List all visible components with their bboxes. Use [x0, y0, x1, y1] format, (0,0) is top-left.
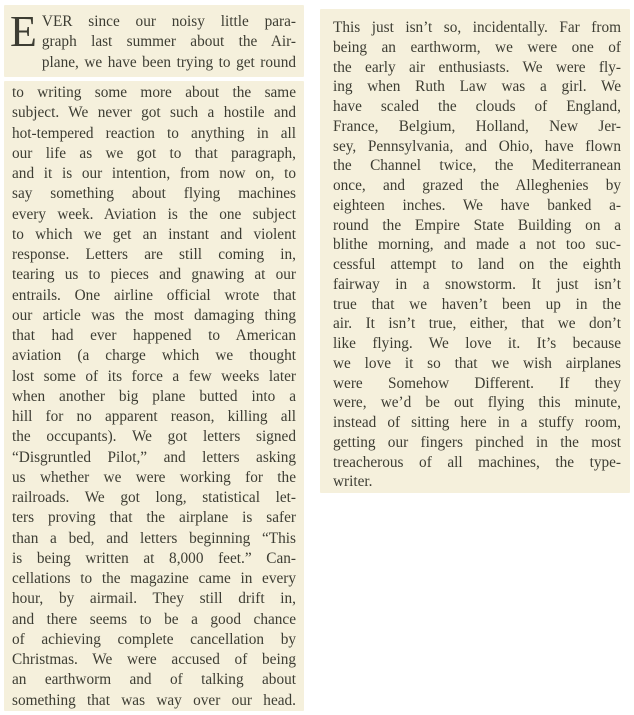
text-line: eighteen inches. We have banked a- — [333, 196, 621, 214]
text-line: we love it so that we wish airplanes — [333, 354, 621, 372]
text-line: cellations to the magazine came in every — [12, 570, 296, 587]
drop-cap-letter: E — [10, 7, 37, 56]
text-line: entrails. One airline official wrote that — [12, 286, 296, 304]
text-line: graph last summer about the Air- — [41, 33, 296, 51]
text-line: to which we get an instant and violent — [12, 225, 296, 243]
text-line: like flying. We love it. It’s because — [333, 335, 621, 352]
text-line: us whether we were working for the — [12, 468, 296, 486]
text-line: VER since our noisy little para- — [41, 13, 296, 30]
text-line: that had ever happened to American — [12, 327, 296, 344]
text-line: once, and grazed the Alleghenies by — [333, 177, 621, 194]
text-line: every week. Aviation is the one subject — [12, 205, 296, 223]
text-line: This just isn’t so, incidentally. Far from — [333, 19, 621, 36]
text-line: treacherous of all machines, the type- — [333, 453, 621, 471]
text-line: have scaled the clouds of England, — [333, 98, 621, 115]
text-line: were Somehow Different. If they — [333, 374, 621, 392]
opening-lines — [10, 7, 296, 73]
text-line: true that we haven’t been up in the — [333, 295, 621, 313]
left-column-opening-block — [4, 5, 304, 77]
text-line: the occupants). We got letters signed — [12, 428, 296, 446]
text-line: to writing some more about the same — [12, 84, 296, 101]
text-line: sey, Pennsylvania, and Ohio, have flown — [333, 137, 621, 155]
text-line: our article was the most damaging thing — [12, 306, 296, 324]
text-line: an earthworm and of talking about — [12, 671, 296, 689]
text-line: the Channel twice, the Mediterranean — [333, 157, 621, 175]
text-line: response. Letters are still coming in, — [12, 246, 296, 263]
right-column-lines — [333, 18, 621, 492]
left-column-body-block — [4, 81, 304, 711]
text-line: subject. We never got such a hostile and — [12, 104, 296, 122]
text-line: of achieving complete cancellation by — [12, 630, 296, 648]
text-line: railroads. We got long, statistical let- — [12, 489, 296, 506]
text-line: and there seems to be a good chance — [12, 610, 296, 628]
text-line: Christmas. We were accused of being — [12, 651, 296, 668]
right-column-block — [320, 9, 630, 493]
text-line: hot-tempered reaction to anything in all — [12, 124, 296, 142]
text-line: blithe morning, and made a not too suc- — [333, 236, 621, 254]
text-line: our life as we got to that paragraph, — [12, 144, 296, 162]
text-line: when another big plane butted into a — [12, 387, 296, 405]
text-line: plane, we have been trying to get round — [41, 53, 296, 71]
text-line: ing when Ruth Law was a girl. We — [333, 78, 621, 96]
text-line: being an earthworm, we were one of — [333, 38, 621, 56]
text-line: hour, by airmail. They still drift in, — [12, 590, 296, 608]
text-line: getting our fingers pinched in the most — [333, 433, 621, 451]
text-line: air. It isn’t true, either, that we don’t — [333, 315, 621, 333]
text-line: fairway in a snowstorm. It just isn’t — [333, 275, 621, 293]
text-line: hill for no apparent reason, killing all — [12, 408, 296, 425]
text-line: lost some of its force a few weeks later — [12, 367, 296, 385]
text-line: than a bed, and letters beginning “This — [12, 529, 296, 547]
text-line: France, Belgium, Holland, New Jer- — [333, 117, 621, 135]
text-line: tearing us to pieces and gnawing at our — [12, 266, 296, 284]
text-line: ters proving that the airplane is safer — [12, 509, 296, 527]
text-line: instead of sitting here in a stuffy room, — [333, 414, 621, 431]
text-line: cessful attempt to land on the eighth — [333, 256, 621, 273]
text-line: say something about flying machines — [12, 185, 296, 203]
text-line: were, we’d be out flying this minute, — [333, 394, 621, 412]
text-line: and it is our intention, from now on, to — [12, 165, 296, 182]
text-line: writer. — [333, 473, 373, 491]
left-body-lines — [12, 83, 296, 711]
text-line: “Disgruntled Pilot,” and letters asking — [12, 448, 296, 466]
text-line: round the Empire State Building on a — [333, 216, 621, 234]
text-line: aviation (a charge which we thought — [12, 347, 296, 365]
text-line: is being written at 8,000 feet.” Can- — [12, 549, 296, 567]
text-line: the early air enthusiasts. We were fly- — [333, 58, 621, 76]
text-line: something that was way over our head. — [12, 691, 296, 709]
